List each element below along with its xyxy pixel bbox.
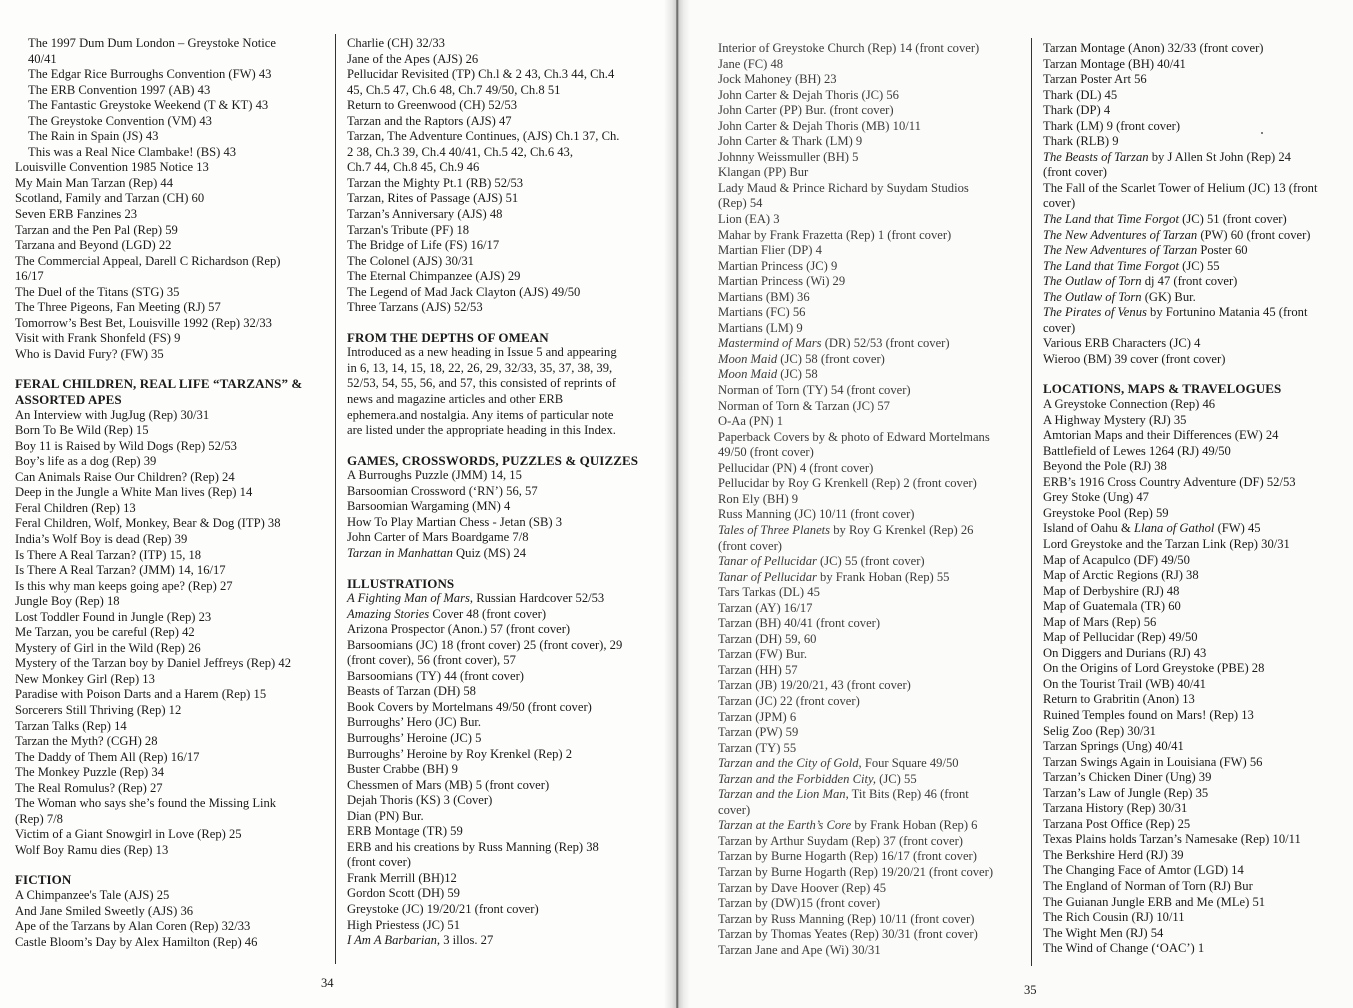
entry-detail: (JC) 58: [777, 367, 818, 382]
index-entry: Wieroo (BM) 39 cover (front cover): [1043, 351, 1226, 366]
title-italic: Tarzan in Manhattan: [347, 545, 453, 560]
index-entry: O-Aa (PN) 1: [718, 414, 784, 429]
left-column-2: [347, 36, 659, 949]
column-divider: [1031, 38, 1032, 966]
index-entry: The Guianan Jungle ERB and Me (MLe) 51: [1043, 894, 1266, 909]
index-entry: The 1997 Dum Dum London – Greystoke Notice 40/41: [28, 36, 276, 66]
left-page: [0, 0, 676, 1008]
index-entry: Martians (BM) 36: [718, 289, 810, 304]
section-heading-omean: FROM THE DEPTHS OF OMEAN: [347, 329, 549, 345]
index-entry: Tarzana Post Office (Rep) 25: [1043, 816, 1191, 831]
index-entry: Visit with Frank Shonfeld (FS) 9: [15, 331, 181, 346]
entry-detail: , Four Square 49/50: [858, 756, 959, 771]
index-entry: Map of Arctic Regions (RJ) 38: [1043, 568, 1199, 583]
right-column-2: [1043, 41, 1348, 957]
title-italic: Tarzan and the Lion Man: [718, 787, 846, 802]
entry-detail: by Fortunino Matania 45 (front cover): [1043, 305, 1308, 335]
index-entry: Tarzan the Myth? (CGH) 28: [15, 734, 158, 749]
index-entry: Tarzan (HH) 57: [718, 662, 798, 677]
index-entry: New Monkey Girl (Rep) 13: [15, 671, 155, 686]
index-entry: Is There A Real Tarzan? (ITP) 15, 18: [15, 547, 202, 562]
index-entry: Map of Acapulco (DF) 49/50: [1043, 552, 1190, 567]
index-entry: Tarzan (PW) 59: [718, 725, 799, 740]
index-entry: Grey Stoke (Ung) 47: [1043, 490, 1149, 505]
index-entry: Norman of Torn & Tarzan (JC) 57: [718, 398, 890, 413]
index-entry: Frank Merrill (BH)12: [347, 870, 457, 885]
index-entry: [1043, 274, 1348, 290]
page-number-left: 34: [321, 976, 334, 990]
index-entry: [1043, 228, 1348, 244]
title-italic: Mastermind of Mars: [718, 336, 822, 351]
index-entry: Johnny Weissmuller (BH) 5: [718, 149, 859, 164]
index-entry: [718, 570, 1018, 586]
index-entry: Tomorrow’s Best Bet, Louisville 1992 (Rep) 32/33: [15, 315, 272, 330]
index-entry: Tarzan by Arthur Suydam (Rep) 37 (front cover): [718, 833, 963, 848]
index-entry: Tarzana History (Rep) 30/31: [1043, 801, 1188, 816]
index-entry: Arizona Prospector (Anon.) 57 (front cover): [347, 622, 571, 637]
index-entry: [718, 787, 1018, 818]
omean-description: Introduced as a new heading in Issue 5 and appearing in 6, 13, 14, 15, 18, 22, 26, 29, 32/33, 35, 37, 38, 39, 52/53, 54, 55, 56, and 57, this consisted of reprints of news and magazine articles and other ERB ephemera.and nostalgia. Any items of particular note are listed under the appropriate heading in this Index.: [347, 345, 617, 438]
index-entry: Mystery of the Tarzan boy by Daniel Jeffreys (Rep) 42: [15, 656, 291, 671]
index-entry: Thark (RLB) 9: [1043, 134, 1119, 149]
index-entry: A Burroughs Puzzle (JMM) 14, 15: [347, 468, 522, 483]
right-column-1: [718, 41, 1018, 958]
index-entry: [718, 554, 1018, 570]
index-entry: John Carter & Thark (LM) 9: [718, 134, 863, 149]
index-entry: The Rain in Spain (JS) 43: [28, 129, 159, 144]
index-entry: India’s Wolf Boy is dead (Rep) 39: [15, 531, 188, 546]
index-entry: Chessmen of Mars (MB) 5 (front cover): [347, 777, 550, 792]
index-entry: Tarzan Montage (Anon) 32/33 (front cover): [1043, 41, 1264, 55]
index-entry: Paperback Covers by & photo of Edward Mortelmans 49/50 (front cover): [718, 429, 990, 460]
section-heading-feral-children: FERAL CHILDREN, REAL LIFE “TARZANS” & ASSORTED APES: [15, 376, 303, 408]
index-entry: Jungle Boy (Rep) 18: [15, 594, 120, 609]
index-entry: Seven ERB Fanzines 23: [15, 207, 138, 222]
title-italic: The Pirates of Venus: [1043, 305, 1147, 320]
index-entry: On Diggers and Durians (RJ) 43: [1043, 645, 1207, 660]
index-entry: Tarzan's Tribute (PF) 18: [347, 222, 470, 237]
index-entry: Scotland, Family and Tarzan (CH) 60: [15, 191, 205, 206]
index-entry: Thark (DL) 45: [1043, 87, 1118, 102]
index-entry: And Jane Smiled Sweetly (AJS) 36: [15, 903, 194, 918]
entry-detail: by J Allen St John (Rep) 24 (front cover): [1043, 149, 1291, 180]
entry-detail: Cover 48 (front cover): [429, 606, 547, 621]
index-entry: A Chimpanzee's Tale (AJS) 25: [15, 887, 170, 902]
index-entry: Tarzan, Rites of Passage (AJS) 51: [347, 191, 519, 206]
index-entry: Ron Ely (BH) 9: [718, 491, 799, 506]
index-entry: [718, 336, 1018, 352]
index-entry: The Greystoke Convention (VM) 43: [28, 113, 212, 128]
title-italic: The Land that Time Forgot: [1043, 258, 1179, 273]
index-entry: Lost Toddler Found in Jungle (Rep) 23: [15, 609, 212, 624]
index-entry: Selig Zoo (Rep) 30/31: [1043, 723, 1156, 738]
title-italic: Amazing Stories: [347, 606, 430, 621]
index-entry: Boy 11 is Raised by Wild Dogs (Rep) 52/53: [15, 438, 237, 453]
index-entry: John Carter & Dejah Thoris (MB) 10/11: [718, 118, 921, 133]
title-italic: The New Adventures of Tarzan: [1043, 227, 1198, 242]
index-entry: [718, 367, 1018, 383]
index-entry: Martian Princess (Wi) 29: [718, 274, 846, 289]
index-entry: Tarzana and Beyond (LGD) 22: [15, 238, 172, 253]
index-entry: The Fall of the Scarlet Tower of Helium (JC) 13 (front cover): [1043, 180, 1318, 211]
index-entry: Jane of the Apes (AJS) 26: [347, 51, 479, 66]
index-entry: [718, 756, 1018, 772]
index-entry: Three Tarzans (AJS) 52/53: [347, 300, 483, 315]
title-italic: The Outlaw of Torn: [1043, 274, 1142, 289]
section-heading-games: GAMES, CROSSWORDS, PUZZLES & QUIZZES: [347, 452, 639, 468]
index-entry: Lord Greystoke and the Tarzan Link (Rep) 30/31: [1043, 536, 1290, 551]
entry-detail: (PW) 60 (front cover): [1197, 227, 1311, 242]
page-number-right: 35: [1024, 983, 1037, 997]
index-entry: Pellucidar by Roy G Krenkell (Rep) 2 (front cover): [718, 476, 977, 491]
entry-detail: by Frank Hoban (Rep) 6: [851, 818, 978, 833]
index-entry: The ERB Convention 1997 (AB) 43: [28, 82, 211, 97]
index-entry: Ruined Temples found on Mars! (Rep) 13: [1043, 707, 1254, 722]
index-entry: Jock Mahoney (BH) 23: [718, 72, 837, 87]
title-italic: I Am A Barbarian,: [347, 933, 441, 948]
entry-detail: (JC) 55: [1178, 258, 1220, 273]
index-entry: [718, 523, 1018, 554]
index-entry: The Wight Men (RJ) 54: [1043, 925, 1164, 940]
index-entry: [718, 772, 1018, 788]
index-entry: Castle Bloom’s Day by Alex Hamilton (Rep) 46: [15, 934, 258, 949]
index-entry: This was a Real Nice Clambake! (BS) 43: [28, 144, 237, 159]
index-entry: Barsoomian Crossword (‘RN’) 56, 57: [347, 483, 538, 498]
index-entry: Feral Children (Rep) 13: [15, 500, 136, 515]
title-italic: The New Adventures of Tarzan: [1043, 243, 1198, 258]
index-entry: Martian Princess (JC) 9: [718, 258, 838, 273]
index-entry: Feral Children, Wolf, Monkey, Bear & Dog (ITP) 38: [15, 516, 281, 531]
index-entry: Russ Manning (JC) 10/11 (front cover): [718, 507, 915, 522]
index-entry: Mahar by Frank Frazetta (Rep) 1 (front cover): [718, 227, 952, 242]
index-entry: Greystoke (JC) 19/20/21 (front cover): [347, 901, 539, 916]
index-entry: Boy’s life as a dog (Rep) 39: [15, 454, 157, 469]
title-italic: Tanar of Pellucidar: [718, 569, 817, 584]
index-entry: Tarzan by Thomas Yeates (Rep) 30/31 (front cover): [718, 927, 978, 942]
entry-detail: (FW) 45: [1214, 521, 1261, 536]
index-entry: Tarzan (JC) 22 (front cover): [718, 693, 860, 708]
index-entry: Barsoomians (JC) 18 (front cover) 25 (front cover), 29 (front cover), 56 (front cover), 57: [347, 637, 623, 668]
index-entry: Interior of Greystoke Church (Rep) 14 (front cover): [718, 41, 980, 55]
entry-detail: (JC) 58 (front cover): [777, 351, 885, 366]
index-entry: Ape of the Tarzans by Alan Coren (Rep) 32/33: [15, 919, 251, 934]
index-entry: John Carter & Dejah Thoris (JC) 56: [718, 87, 899, 102]
entry-detail: , Tit Bits (Rep) 46 (front cover): [718, 787, 969, 817]
left-column-1: [15, 36, 333, 950]
index-entry: Tarzan by (DW)15 (front cover): [718, 896, 881, 911]
index-entry: [347, 607, 659, 623]
index-entry: Deep in the Jungle a White Man lives (Rep) 14: [15, 485, 253, 500]
index-entry: Book Covers by Mortelmans 49/50 (front cover): [347, 699, 592, 714]
entry-detail: 3 illos. 27: [440, 933, 494, 948]
index-entry: High Priestess (JC) 51: [347, 917, 460, 932]
index-entry: The Real Romulus? (Rep) 27: [15, 780, 163, 795]
index-entry: Tarzan Poster Art 56: [1043, 72, 1147, 87]
index-entry: Mystery of Girl in the Wild (Rep) 26: [15, 640, 201, 655]
index-entry: Born To Be Wild (Rep) 15: [15, 423, 149, 438]
title-italic: Tanar of Pellucidar: [718, 554, 817, 569]
index-entry: Return to Greenwood (CH) 52/53: [347, 98, 517, 113]
index-entry: Buster Crabbe (BH) 9: [347, 762, 458, 777]
index-entry: Tarzan Springs (Ung) 40/41: [1043, 739, 1184, 754]
index-entry: Tarzan the Mighty Pt.1 (RB) 52/53: [347, 175, 524, 190]
title-italic: Tarzan at the Earth’s Core: [718, 818, 852, 833]
title-italic: The Outlaw of Torn: [1043, 289, 1142, 304]
entry-detail: (JC) 55: [876, 771, 917, 786]
index-entry: Klangan (PP) Bur: [718, 165, 809, 180]
index-entry: Dian (PN) Bur.: [347, 808, 424, 823]
section-heading-locations: LOCATIONS, MAPS & TRAVELOGUES: [1043, 381, 1282, 397]
index-entry: Various ERB Characters (JC) 4: [1043, 336, 1201, 351]
index-entry: Burroughs’ Hero (JC) Bur.: [347, 715, 482, 730]
index-entry: Tarzan and the Pen Pal (Rep) 59: [15, 222, 178, 237]
index-entry: Thark (DP) 4: [1043, 103, 1111, 118]
index-entry: Victim of a Giant Snowgirl in Love (Rep) 25: [15, 827, 242, 842]
index-entry: A Highway Mystery (RJ) 35: [1043, 412, 1187, 427]
index-entry: Jane (FC) 48: [718, 56, 784, 71]
index-entry: The Bridge of Life (FS) 16/17: [347, 238, 500, 253]
entry-detail: (GK) Bur.: [1141, 289, 1196, 304]
index-entry: Tarzan Montage (BH) 40/41: [1043, 56, 1186, 71]
index-entry: Louisville Convention 1985 Notice 13: [15, 160, 209, 175]
index-entry: The Duel of the Titans (STG) 35: [15, 284, 180, 299]
index-entry: Barsoomian Wargaming (MN) 4: [347, 499, 511, 514]
index-entry: Beyond the Pole (RJ) 38: [1043, 459, 1167, 474]
index-entry: Me Tarzan, you be careful (Rep) 42: [15, 625, 195, 640]
index-entry: Martian Flier (DP) 4: [718, 243, 822, 258]
stray-mark: [1261, 132, 1263, 134]
title-italic: Moon Maid: [718, 351, 778, 366]
title-italic: The Land that Time Forgot: [1043, 212, 1179, 227]
title-italic: Tales of Three Planets: [718, 522, 831, 537]
index-entry: Beasts of Tarzan (DH) 58: [347, 684, 476, 699]
index-entry: The Wind of Change (‘OAC’) 1: [1043, 941, 1205, 956]
title-italic: The Beasts of Tarzan: [1043, 149, 1149, 164]
entry-detail: (DR) 52/53 (front cover): [821, 336, 950, 351]
index-entry: Burroughs’ Heroine by Roy Krenkel (Rep) 2: [347, 746, 573, 761]
index-entry: Tarzan Swings Again in Louisiana (FW) 56: [1043, 754, 1263, 769]
index-entry: Pellucidar Revisited (TP) Ch.l & 2 43, Ch.3 44, Ch.4 45, Ch.5 47, Ch.6 48, Ch.7 49/50, Ch.8 51: [347, 67, 615, 97]
index-entry: Who is David Fury? (FW) 35: [15, 346, 164, 361]
title-italic: Moon Maid: [718, 367, 778, 382]
index-entry: Map of Pellucidar (Rep) 49/50: [1043, 630, 1198, 645]
index-entry: [718, 352, 1018, 368]
title-italic: Tarzan and the Forbidden City,: [718, 771, 877, 786]
index-entry: Tarzan by Russ Manning (Rep) 10/11 (front cover): [718, 911, 975, 926]
index-entry: On the Origins of Lord Greystoke (PBE) 28: [1043, 661, 1265, 676]
index-entry: Thark (LM) 9 (front cover): [1043, 118, 1181, 133]
index-entry: Map of Mars (Rep) 56: [1043, 614, 1157, 629]
index-entry: [1043, 259, 1348, 275]
index-entry: Map of Guatemala (TR) 60: [1043, 599, 1181, 614]
index-entry: Barsoomians (TY) 44 (front cover): [347, 668, 524, 683]
index-entry: On the Tourist Trail (WB) 40/41: [1043, 676, 1206, 691]
index-entry: Tarzan by Burne Hogarth (Rep) 19/20/21 (front cover): [718, 864, 994, 879]
index-entry: Tarzan (DH) 59, 60: [718, 631, 817, 646]
index-entry: The Monkey Puzzle (Rep) 34: [15, 765, 164, 780]
index-entry: The Changing Face of Amtor (LGD) 14: [1043, 863, 1244, 878]
index-entry: Paradise with Poison Darts and a Harem (Rep) 15: [15, 687, 267, 702]
index-entry: A Greystoke Connection (Rep) 46: [1043, 397, 1216, 412]
entry-detail: by Frank Hoban (Rep) 55: [816, 569, 950, 584]
entry-prefix: Island of Oahu &: [1043, 521, 1134, 536]
index-entry: Battlefield of Lewes 1264 (RJ) 49/50: [1043, 443, 1231, 458]
index-entry: Is this why man keeps going ape? (Rep) 27: [15, 578, 233, 593]
index-entry: ERB and his creations by Russ Manning (Rep) 38 (front cover): [347, 839, 599, 870]
index-entry: Tarzan’s Anniversary (AJS) 48: [347, 207, 503, 222]
index-entry: Norman of Torn (TY) 54 (front cover): [718, 383, 911, 398]
index-entry: [718, 818, 1018, 834]
index-entry: [347, 591, 659, 607]
index-entry: Wolf Boy Ramu dies (Rep) 13: [15, 842, 169, 857]
index-entry: John Carter (PP) Bur. (front cover): [718, 103, 894, 118]
index-entry: Gordon Scott (DH) 59: [347, 886, 460, 901]
title-italic: A Fighting Man of Mars: [347, 591, 470, 606]
index-entry: The Eternal Chimpanzee (AJS) 29: [347, 269, 521, 284]
index-entry: Tarzan’s Chicken Diner (Ung) 39: [1043, 770, 1212, 785]
index-entry: Tarzan (BH) 40/41 (front cover): [718, 616, 881, 631]
entry-detail: by Roy G Krenkel (Rep) 26 (front cover): [718, 522, 974, 553]
index-entry: Amtorian Maps and their Differences (EW) 24: [1043, 428, 1279, 443]
index-entry: Tars Tarkas (DL) 45: [718, 585, 820, 600]
column-divider: [335, 34, 336, 964]
index-entry: Texas Plains holds Tarzan’s Namesake (Rep) 10/11: [1043, 832, 1301, 847]
index-entry: John Carter of Mars Boardgame 7/8: [347, 530, 529, 545]
index-entry: Tarzan, The Adventure Continues, (AJS) Ch.1 37, Ch. 2 38, Ch.3 39, Ch.4 40/41, Ch.5 42, Ch.6 43, Ch.7 44, Ch.8 45, Ch.9 46: [347, 129, 620, 175]
section-heading-illustrations: ILLUSTRATIONS: [347, 575, 455, 591]
index-entry: Tarzan (AY) 16/17: [718, 600, 813, 615]
index-entry: Lion (EA) 3: [718, 212, 780, 227]
index-entry: ERB Montage (TR) 59: [347, 824, 463, 839]
title-italic: Llana of Gathol: [1133, 521, 1215, 536]
index-entry: Can Animals Raise Our Children? (Rep) 24: [15, 469, 235, 484]
index-entry: Greystoke Pool (Rep) 59: [1043, 505, 1169, 520]
index-entry: Is There A Real Tarzan? (JMM) 14, 16/17: [15, 563, 226, 578]
index-entry: The Commercial Appeal, Darell C Richardson (Rep) 16/17: [15, 253, 281, 284]
index-entry: [1043, 150, 1348, 181]
index-entry: The Legend of Mad Jack Clayton (AJS) 49/50: [347, 284, 581, 299]
index-entry: Tarzan (JPM) 6: [718, 709, 797, 724]
index-entry: Tarzan (TY) 55: [718, 740, 797, 755]
index-entry: Dejah Thoris (KS) 3 (Cover): [347, 793, 493, 808]
index-entry: How To Play Martian Chess - Jetan (SB) 3: [347, 514, 563, 529]
index-entry: Tarzan by Dave Hoover (Rep) 45: [718, 880, 887, 895]
index-entry: [1043, 290, 1348, 306]
index-entry: Lady Maud & Prince Richard by Suydam Studios (Rep) 54: [718, 180, 969, 211]
index-entry: Tarzan and the Raptors (AJS) 47: [347, 113, 512, 128]
index-entry: The Three Pigeons, Fan Meeting (RJ) 57: [15, 300, 221, 315]
entry-detail: dj 47 (front cover): [1141, 274, 1238, 289]
index-entry: Map of Derbyshire (RJ) 48: [1043, 583, 1180, 598]
index-entry: Burroughs’ Heroine (JC) 5: [347, 730, 482, 745]
index-entry: The Berkshire Herd (RJ) 39: [1043, 847, 1184, 862]
index-entry: The Fantastic Greystoke Weekend (T & KT) 43: [28, 98, 269, 113]
entry-detail: (JC) 51 (front cover): [1178, 212, 1287, 227]
index-entry: The Rich Cousin (RJ) 10/11: [1043, 910, 1185, 925]
index-entry: [1043, 243, 1348, 259]
index-entry: [347, 933, 659, 949]
index-entry: [347, 546, 659, 562]
index-entry: Martians (LM) 9: [718, 320, 803, 335]
index-entry: Pellucidar (PN) 4 (front cover): [718, 460, 874, 475]
index-entry: The Colonel (AJS) 30/31: [347, 253, 474, 268]
entry-detail: Quiz (MS) 24: [452, 545, 527, 560]
entry-detail: (JC) 55 (front cover): [816, 554, 925, 569]
index-entry: Tarzan Jane and Ape (Wi) 30/31: [718, 942, 881, 957]
index-entry: [1043, 521, 1348, 537]
index-entry: The Edgar Rice Burroughs Convention (FW) 43: [28, 67, 272, 82]
index-entry: Tarzan Talks (Rep) 14: [15, 718, 127, 733]
index-entry: Charlie (CH) 32/33: [347, 36, 445, 50]
index-entry: Martians (FC) 56: [718, 305, 806, 320]
index-entry: The Daddy of Them All (Rep) 16/17: [15, 749, 200, 764]
index-entry: Tarzan (FW) Bur.: [718, 647, 807, 662]
right-page: [676, 0, 1353, 1008]
index-entry: Tarzan’s Law of Jungle (Rep) 35: [1043, 785, 1209, 800]
index-entry: My Main Man Tarzan (Rep) 44: [15, 175, 174, 190]
index-entry: ERB’s 1916 Cross Country Adventure (DF) 52/53: [1043, 474, 1296, 489]
section-heading-fiction: FICTION: [15, 872, 72, 888]
index-entry: [1043, 212, 1348, 228]
index-entry: The Woman who says she’s found the Missing Link (Rep) 7/8: [15, 796, 277, 826]
entry-detail: , Russian Hardcover 52/53: [469, 591, 605, 606]
index-entry: The England of Norman of Torn (RJ) Bur: [1043, 878, 1253, 893]
index-entry: Return to Grabritin (Anon) 13: [1043, 692, 1195, 707]
title-italic: Tarzan and the City of Gold: [718, 756, 859, 771]
index-entry: Sorcerers Still Thriving (Rep) 12: [15, 702, 182, 717]
index-entry: [1043, 305, 1348, 336]
index-entry: Tarzan (JB) 19/20/21, 43 (front cover): [718, 678, 911, 693]
index-entry: An Interview with JugJug (Rep) 30/31: [15, 407, 210, 422]
index-entry: Tarzan by Burne Hogarth (Rep) 16/17 (front cover): [718, 849, 977, 864]
entry-detail: Poster 60: [1197, 243, 1248, 258]
